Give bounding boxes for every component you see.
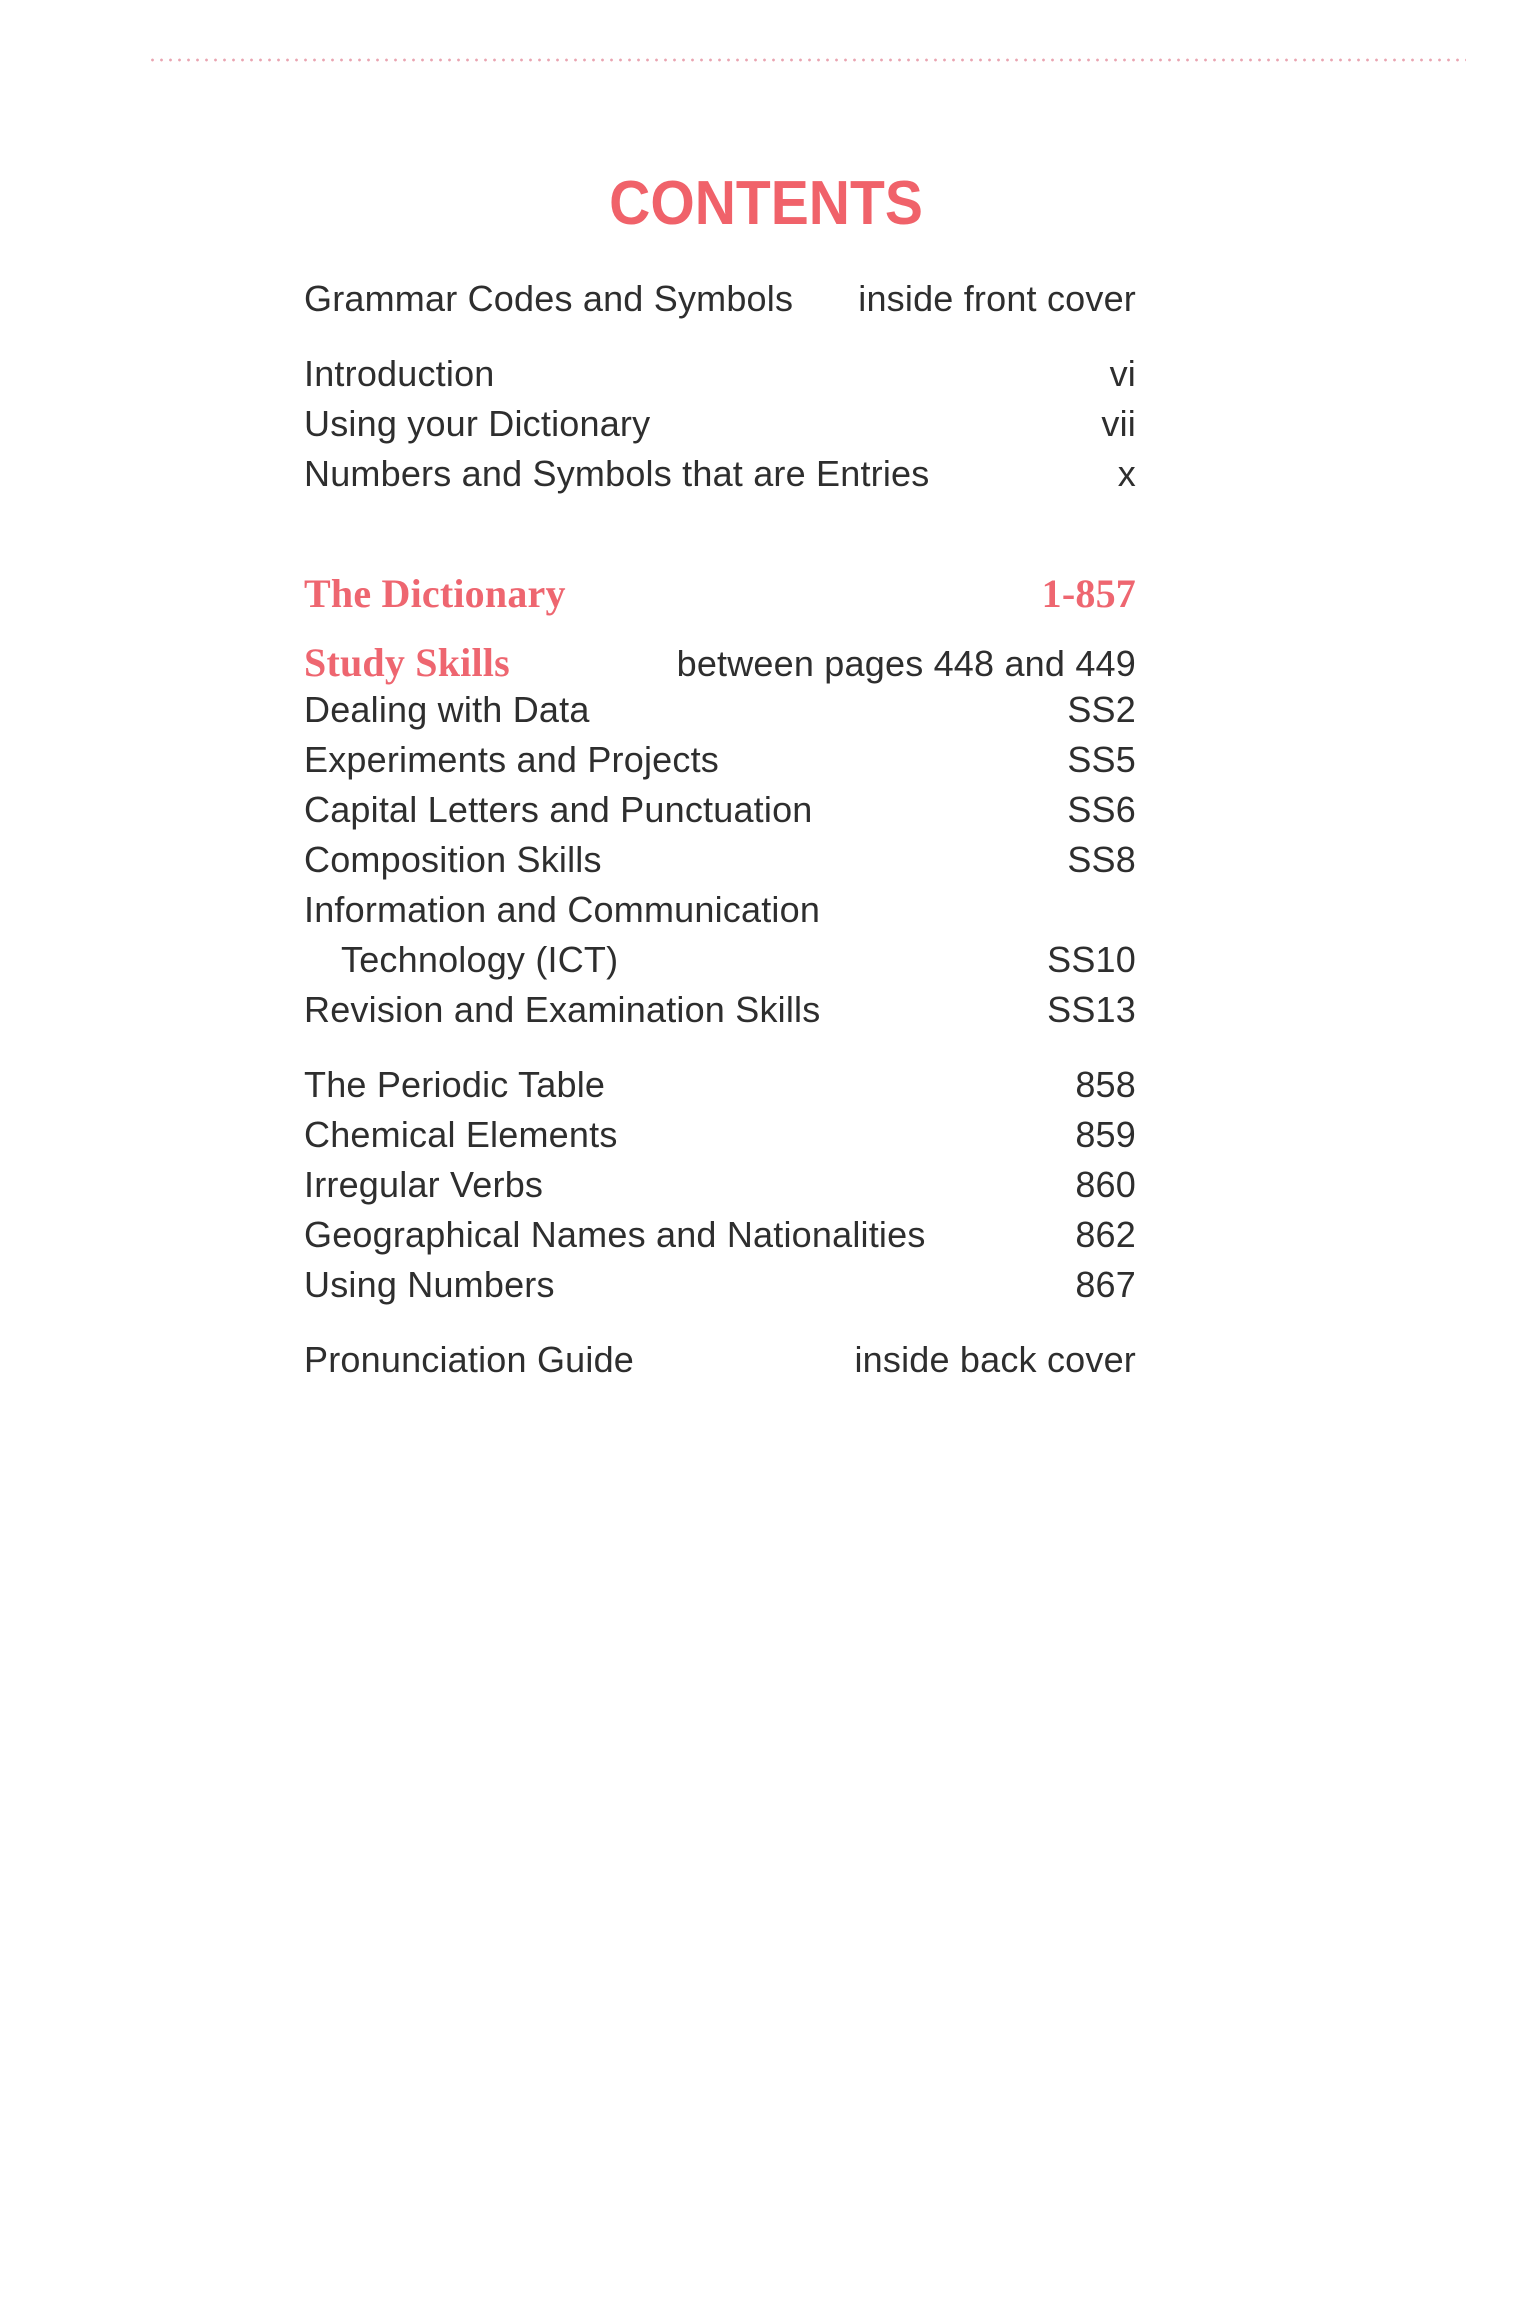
toc-section-the-dictionary[interactable]: [304, 570, 1136, 620]
toc-entry-page: SS8: [1067, 839, 1136, 880]
toc-entry-ict-line1[interactable]: [304, 889, 1136, 939]
toc-entry-geographical-names[interactable]: [304, 1214, 1136, 1264]
toc-entry-introduction[interactable]: [304, 353, 1136, 403]
page-title: CONTENTS: [609, 169, 923, 238]
toc-entry-page: SS2: [1067, 689, 1136, 730]
toc-entry-label: Irregular Verbs: [304, 1164, 544, 1205]
toc-entry-label: Information and Communication: [304, 889, 821, 930]
toc-entry-label: Grammar Codes and Symbols: [304, 278, 794, 319]
toc-entry-label: Capital Letters and Punctuation: [304, 789, 813, 830]
toc-entry-composition-skills[interactable]: [304, 839, 1136, 889]
toc-entry-irregular-verbs[interactable]: [304, 1164, 1136, 1214]
toc-entry-page: 860: [1075, 1164, 1136, 1205]
toc-entry-page: SS13: [1047, 989, 1136, 1030]
toc-entry-pronunciation-guide[interactable]: [304, 1339, 1136, 1389]
toc-entry-revision-skills[interactable]: [304, 989, 1136, 1039]
toc-entry-dealing-with-data[interactable]: [304, 689, 1136, 739]
toc-entry-page: 862: [1075, 1214, 1136, 1255]
toc-entry-label: The Periodic Table: [304, 1064, 606, 1105]
toc-entry-ict-line2[interactable]: [304, 939, 1136, 989]
toc-entry-label: Introduction: [304, 353, 495, 394]
toc-section-study-skills[interactable]: [304, 639, 1136, 689]
toc-entry-page: SS10: [1047, 939, 1136, 980]
toc-entry-label: Technology (ICT): [341, 939, 619, 980]
toc-entry-label: Chemical Elements: [304, 1114, 618, 1155]
toc-entry-page: 867: [1075, 1264, 1136, 1305]
toc-entry-label: Using Numbers: [304, 1264, 555, 1305]
toc-entry-page: inside front cover: [858, 278, 1136, 319]
toc-entry-page: 859: [1075, 1114, 1136, 1155]
toc-entry-label: Revision and Examination Skills: [304, 989, 821, 1030]
toc-entry-label: Numbers and Symbols that are Entries: [304, 453, 930, 494]
toc-entry-page: x: [1117, 453, 1136, 494]
toc-entry-experiments-projects[interactable]: [304, 739, 1136, 789]
toc-entry-using-dictionary[interactable]: [304, 403, 1136, 453]
toc-section-page: between pages 448 and 449: [676, 643, 1136, 684]
toc-entry-capital-letters[interactable]: [304, 789, 1136, 839]
toc-entry-label: Dealing with Data: [304, 689, 590, 730]
toc-entry-page: inside back cover: [854, 1339, 1136, 1380]
toc-entry-page: 858: [1075, 1064, 1136, 1105]
toc-entry-using-numbers[interactable]: [304, 1264, 1136, 1314]
toc-entry-label: Pronunciation Guide: [304, 1339, 635, 1380]
toc-section-label: The Dictionary: [304, 571, 566, 616]
toc-entry-page: SS6: [1067, 789, 1136, 830]
toc-section-page: 1-857: [1041, 571, 1136, 616]
toc-entry-chemical-elements[interactable]: [304, 1114, 1136, 1164]
toc-entry-grammar-codes[interactable]: [304, 278, 1136, 328]
toc-entry-page: vi: [1109, 353, 1136, 394]
toc-entry-page: SS5: [1067, 739, 1136, 780]
toc-entry-label: Composition Skills: [304, 839, 602, 880]
decorative-dotted-rule: [148, 58, 1466, 62]
toc-entry-label: Experiments and Projects: [304, 739, 719, 780]
toc-entry-page: vii: [1101, 403, 1136, 444]
toc-section-label: Study Skills: [304, 640, 510, 685]
toc-entry-periodic-table[interactable]: [304, 1064, 1136, 1114]
toc-entry-numbers-symbols[interactable]: [304, 453, 1136, 503]
toc-entry-label: Geographical Names and Nationalities: [304, 1214, 926, 1255]
toc-entry-label: Using your Dictionary: [304, 403, 651, 444]
